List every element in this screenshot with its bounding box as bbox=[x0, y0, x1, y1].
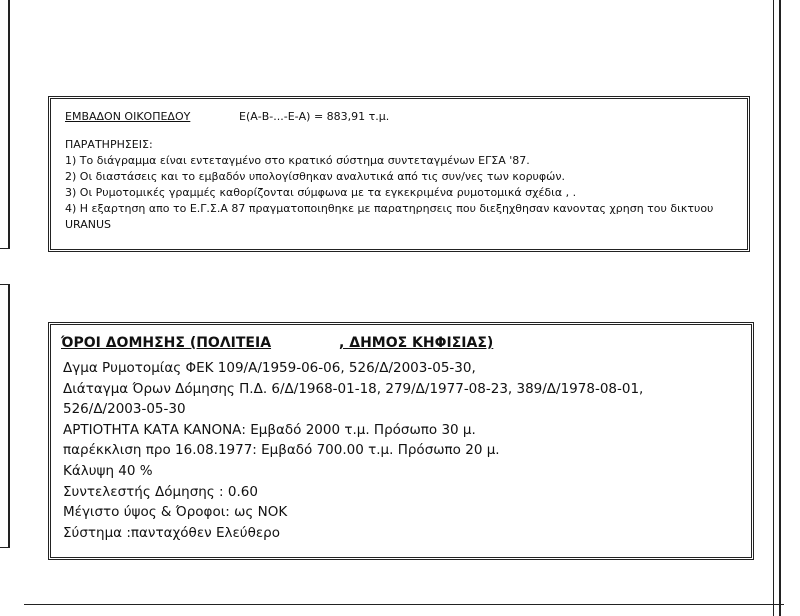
terms-line: Διάταγμα Όρων Δόμησης Π.Δ. 6/Δ/1968-01-18, 279/Δ/1977-08-23, 389/Δ/1978-08-01, bbox=[63, 380, 644, 397]
remarks-title: ΠΑΡΑΤΗΡΗΣΕΙΣ: bbox=[65, 138, 153, 151]
plot-area-row bbox=[65, 109, 747, 125]
plot-area-label: ΕΜΒΑΔΟΝ ΟΙΚΟΠΕΔΟΥ bbox=[65, 110, 191, 123]
remark-line: 1) Το διάγραμμα είναι εντεταγμένο στο κρατικό σύστημα συντεταγμένων ΕΓΣΑ '87. bbox=[65, 154, 530, 167]
remark-line: 2) Οι διαστάσεις και το εμβαδόν υπολογίσθηκαν αναλυτικά από τις συν/νες των κορυφών. bbox=[65, 170, 566, 183]
terms-line: 526/Δ/2003-05-30 bbox=[63, 401, 186, 418]
redacted-gap bbox=[271, 335, 339, 351]
drawing-frame-right-inner bbox=[773, 0, 774, 616]
terms-line: Δγμα Ρυμοτομίας ΦΕΚ 109/Α/1959-06-06, 526/Δ/2003-05-30, bbox=[63, 360, 476, 376]
building-terms-box bbox=[48, 322, 754, 560]
plot-area-value: Ε(Α-Β-...-Ε-Α) = 883,91 τ.μ. bbox=[239, 110, 390, 123]
building-terms-title-part1: ΌΡΟΙ ΔΟΜΗΣΗΣ (ΠΟΛΙΤΕΙΑ bbox=[61, 335, 272, 351]
remark-line: 4) Η εξαρτηση απο το Ε.Γ.Σ.Α 87 πραγματοποιηθηκε με παρατηρησεις που διεξηχθησαν κανοντας χρηση του δικτυου bbox=[65, 202, 714, 215]
remark-line: 3) Οι Ρυμοτομικές γραμμές καθορίζονται σύμφωνα με τα εγκεκριμένα ρυμοτομικά σχέδια , . bbox=[65, 186, 577, 199]
terms-line: Σύστημα :πανταχόθεν Ελεύθερο bbox=[63, 524, 280, 541]
drawing-frame-left-lower bbox=[0, 284, 10, 548]
terms-line: ΑΡΤΙΟΤΗΤΑ ΚΑΤΑ ΚΑΝΟΝΑ: Εμβαδό 2000 τ.μ. Πρόσωπο 30 μ. bbox=[63, 421, 476, 438]
building-terms-title bbox=[61, 335, 751, 351]
drawing-frame-left-upper bbox=[0, 0, 10, 249]
terms-line: Μέγιστο ύψος & Όροφοι: ως ΝΟΚ bbox=[63, 504, 288, 521]
terms-line: παρέκκλιση προ 16.08.1977: Εμβαδό 700.00 τ.μ. Πρόσωπο 20 μ. bbox=[63, 442, 500, 459]
drawing-frame-right-outer bbox=[779, 0, 781, 616]
remark-line: URANUS bbox=[65, 218, 112, 231]
plot-area-notes-box bbox=[48, 96, 750, 252]
terms-line: Κάλυψη 40 % bbox=[63, 462, 153, 479]
building-terms-title-part2: , ΔΗΜΟΣ ΚΗΦΙΣΙΑΣ) bbox=[339, 335, 494, 351]
drawing-frame-bottom bbox=[24, 604, 784, 605]
terms-line: Συντελεστής Δόμησης : 0.60 bbox=[63, 483, 258, 500]
